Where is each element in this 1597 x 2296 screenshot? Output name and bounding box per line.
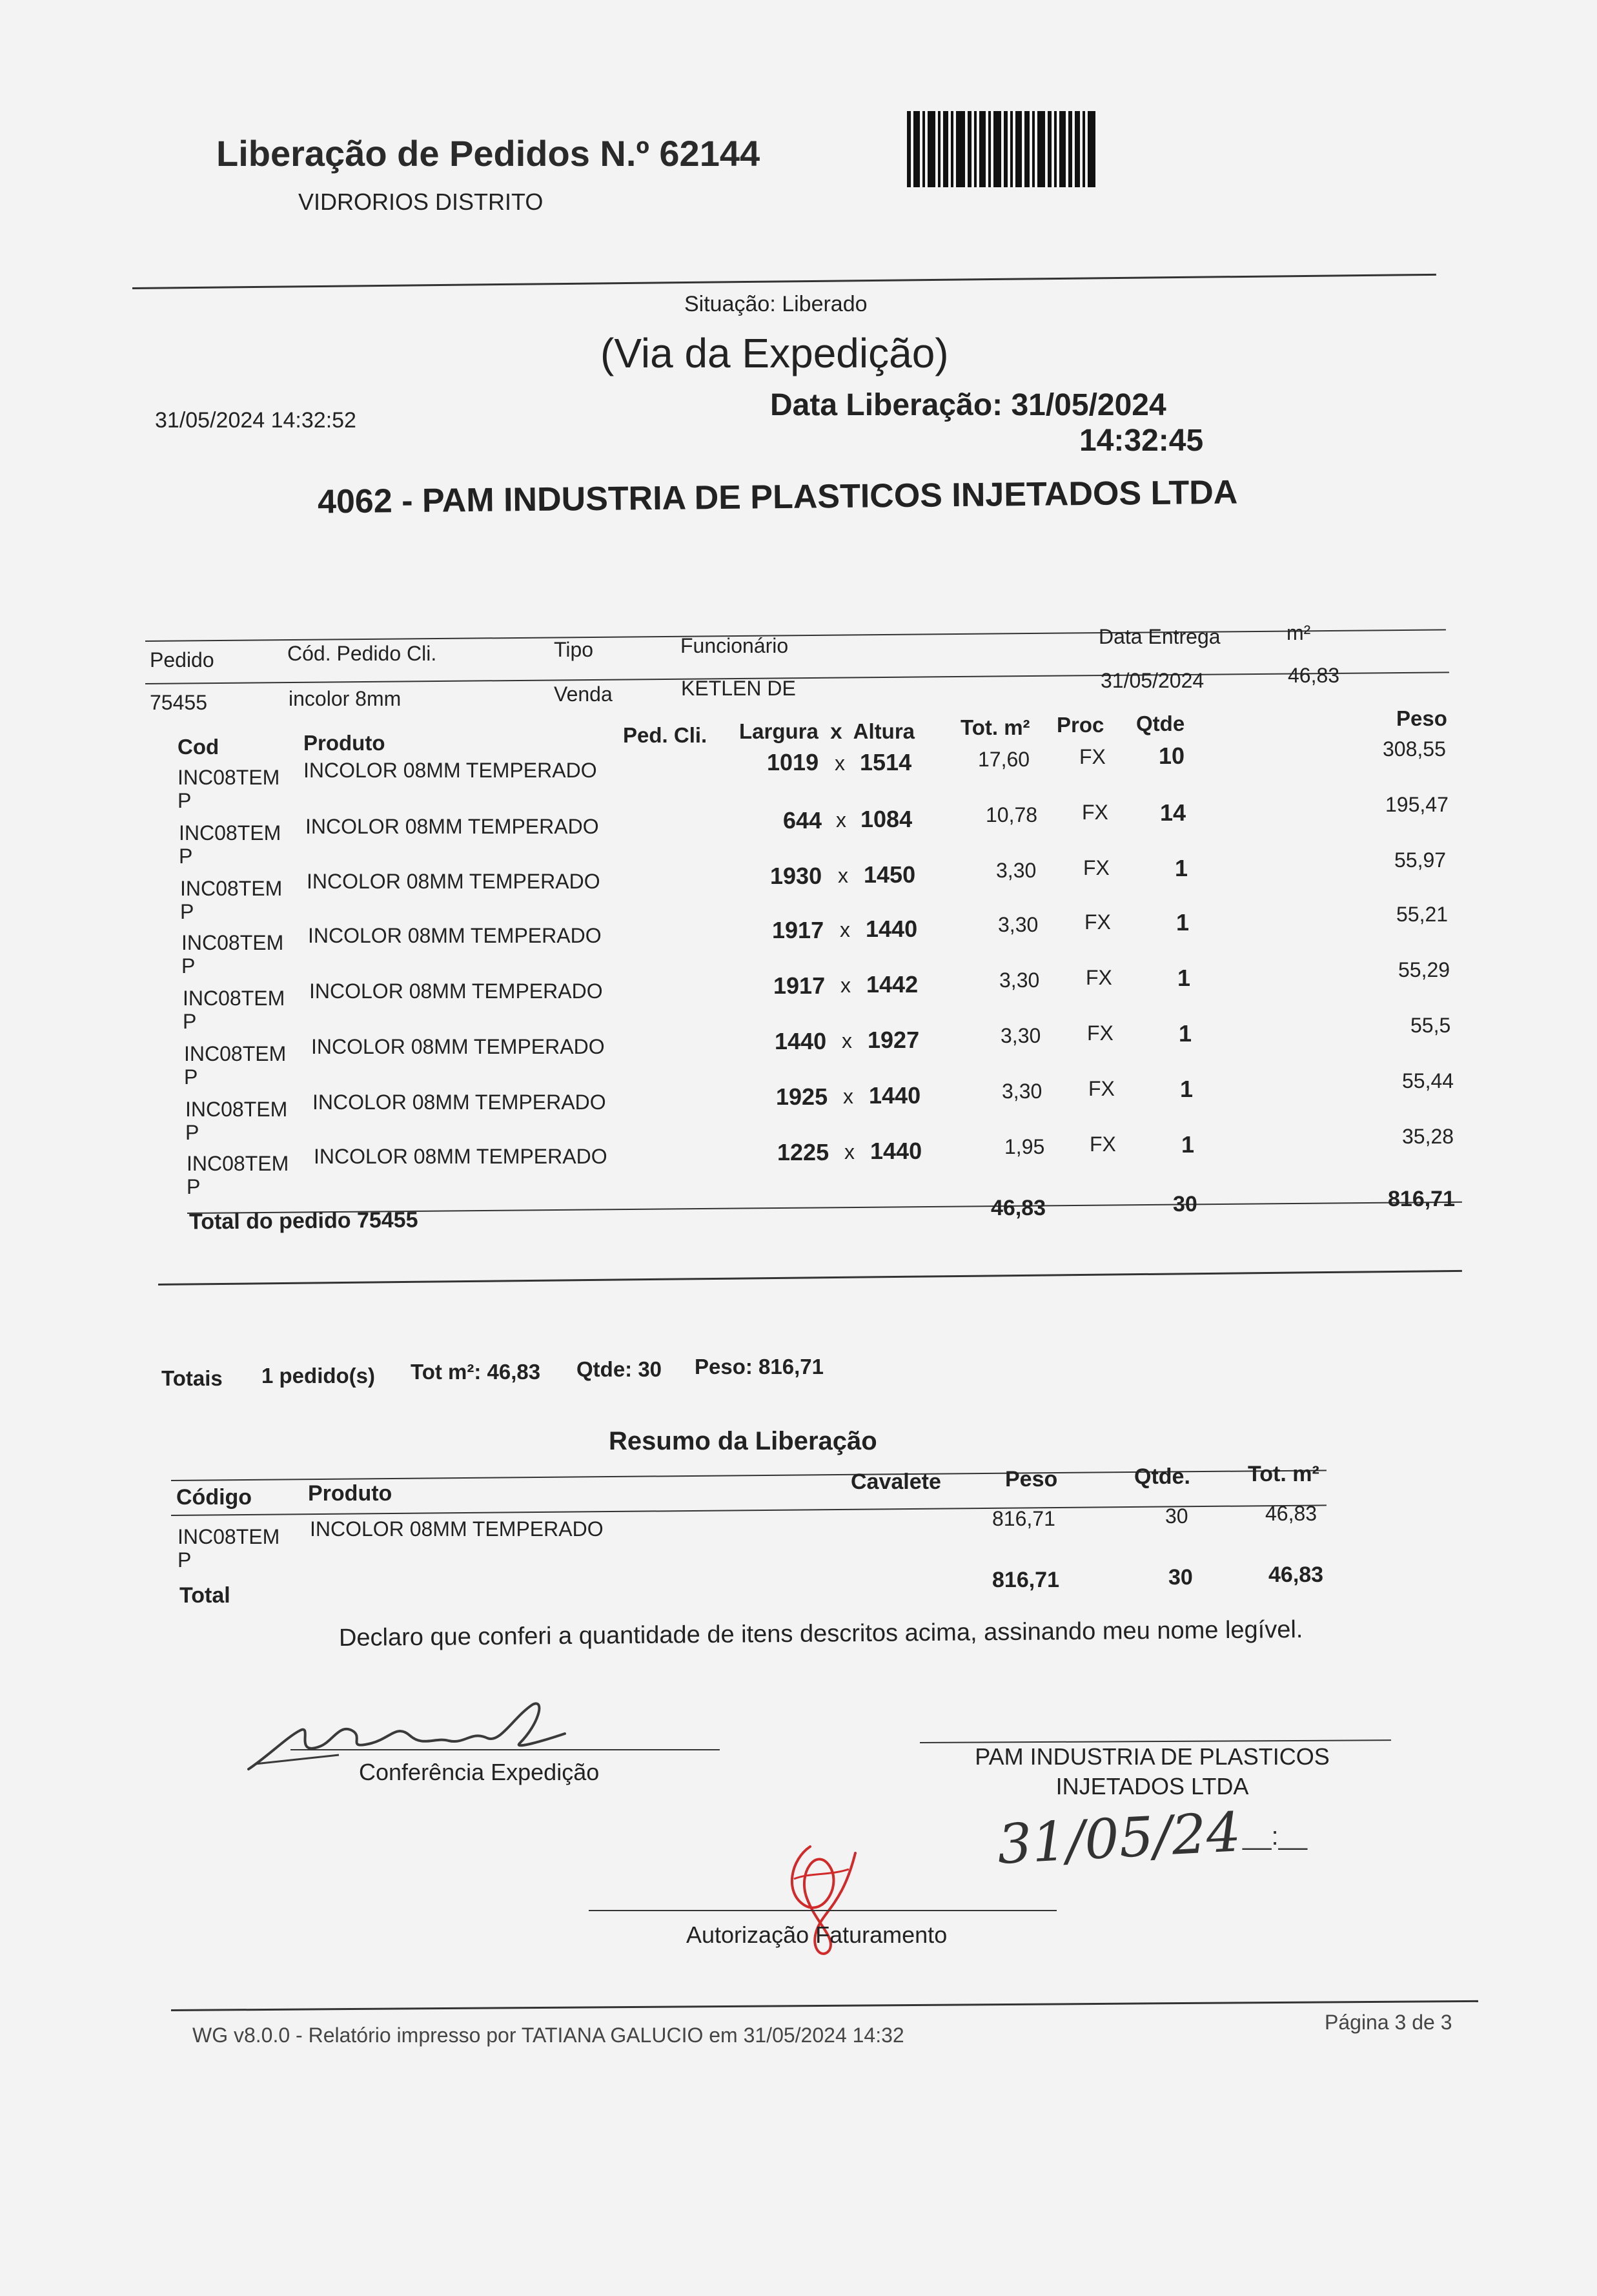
item-peso: 55,21 [1396,903,1449,926]
resumo-qtde: 30 [1165,1504,1188,1528]
col-cod-pedido-cli: Cód. Pedido Cli. [287,642,437,665]
item-qtde: 1 [1176,909,1190,936]
items-col-cod: Cod [178,735,219,759]
totais-pedidos: 1 pedido(s) [261,1364,376,1388]
conferencia-label: Conferência Expedição [359,1759,600,1785]
resumo-title: Resumo da Liberação [609,1427,877,1455]
item-altura: 1440 [870,1138,922,1164]
item-peso: 55,29 [1398,958,1450,981]
document-title: Liberação de Pedidos N.º 62144 [216,133,760,174]
item-qtde: 14 [1160,799,1186,826]
order-section-divider [158,1270,1462,1286]
items-col-proc: Proc [1057,713,1104,737]
resumo-col-peso: Peso [1005,1467,1058,1491]
item-qtde: 10 [1159,743,1185,769]
item-largura: 1019 [767,749,819,775]
footer-printed-by: WG v8.0.0 - Relatório impresso por TATIANA GALUCIO em 31/05/2024 14:32 [192,2024,904,2047]
cod-pedido-cli-value: incolor 8mm [289,687,402,710]
item-qtde: 1 [1180,1076,1194,1102]
item-qtde: 1 [1177,965,1191,991]
resumo-codigo: INC08TEM [178,1525,280,1548]
item-tot-m2: 17,60 [978,748,1030,771]
item-produto: INCOLOR 08MM TEMPERADO [307,870,600,893]
item-largura: 1917 [773,972,826,999]
handwritten-date: 31/05/24 [995,1800,1243,1876]
item-times: x [844,1140,855,1163]
resumo-total-qtde: 30 [1168,1565,1193,1590]
item-altura: 1442 [866,971,919,998]
item-largura: 1440 [775,1028,827,1054]
item-tot-m2: 3,30 [1002,1080,1043,1103]
item-proc: FX [1086,966,1112,989]
item-times: x [835,752,845,775]
pedido-value: 75455 [150,691,207,714]
autorizacao-signature-line [589,1910,1057,1911]
item-largura: 1917 [772,917,824,943]
col-pedido: Pedido [150,648,214,671]
item-tot-m2: 1,95 [1004,1135,1045,1158]
item-cod: INC08TEM [185,1098,288,1121]
company-subtitle: VIDRORIOS DISTRITO [298,189,544,215]
print-datetime: 31/05/2024 14:32:52 [155,408,356,433]
item-cod: INC08TEM [184,1042,287,1065]
order-header-bottom-line [145,671,1449,684]
item-produto: INCOLOR 08MM TEMPERADO [312,1091,606,1114]
resumo-col-qtde: Qtde. [1134,1464,1190,1489]
item-tot-m2: 3,30 [1001,1024,1041,1047]
item-peso: 55,5 [1410,1014,1451,1037]
item-largura: 644 [783,807,822,834]
company-name-line2: INJETADOS LTDA [1055,1773,1249,1799]
item-cod: INC08TEM [178,766,280,789]
item-proc: FX [1079,745,1106,768]
item-cod-suffix: P [181,954,196,978]
via-label: (Via da Expedição) [600,330,949,376]
item-produto: INCOLOR 08MM TEMPERADO [309,979,603,1003]
item-cod: INC08TEM [183,987,285,1010]
item-cod: INC08TEM [180,877,283,900]
items-col-qtde: Qtde [1136,712,1185,735]
item-altura: 1450 [864,861,916,888]
item-peso: 55,44 [1402,1069,1454,1092]
item-cod-suffix: P [179,845,193,868]
resumo-col-produto: Produto [308,1481,392,1506]
order-total-qtde: 30 [1173,1192,1197,1216]
item-qtde: 1 [1179,1020,1192,1047]
item-tot-m2: 3,30 [999,969,1040,992]
item-times: x [838,864,848,887]
item-peso: 55,97 [1394,848,1447,872]
item-tot-m2: 3,30 [996,859,1037,882]
item-cod-suffix: P [178,789,192,812]
item-cod-suffix: P [184,1065,198,1089]
item-cod-suffix: P [185,1121,199,1144]
item-proc: FX [1083,856,1110,879]
item-produto: INCOLOR 08MM TEMPERADO [305,815,599,838]
order-total-m2: 46,83 [991,1196,1046,1220]
resumo-header-line [171,1504,1327,1516]
item-largura: 1930 [770,863,822,889]
item-proc: FX [1082,801,1108,824]
item-peso: 35,28 [1402,1125,1454,1148]
item-tot-m2: 10,78 [986,803,1038,826]
resumo-peso: 816,71 [992,1507,1055,1530]
item-produto: INCOLOR 08MM TEMPERADO [311,1035,605,1058]
item-peso: 195,47 [1385,793,1449,816]
autorizacao-label: Autorização Faturamento [686,1922,948,1948]
conferencia-signature-line [290,1749,720,1750]
resumo-total-tot-m2: 46,83 [1268,1563,1324,1587]
item-proc: FX [1087,1021,1114,1045]
item-qtde: 1 [1181,1131,1195,1158]
item-cod-suffix: P [187,1175,201,1198]
funcionario-value: KETLEN DE [681,677,796,700]
item-times: x [842,1029,852,1052]
items-col-peso: Peso [1396,706,1447,730]
item-times: x [840,918,850,941]
item-produto: INCOLOR 08MM TEMPERADO [303,759,597,782]
item-cod: INC08TEM [181,931,284,954]
order-header-top-line [145,629,1446,642]
col-tipo: Tipo [554,638,594,661]
item-largura: 1225 [777,1139,829,1165]
col-m2: m² [1287,621,1311,644]
col-funcionario: Funcionário [680,634,789,657]
data-liberacao-time: 14:32:45 [1079,424,1204,458]
totais-qtde: Qtde: 30 [576,1357,662,1381]
items-col-produto: Produto [303,731,385,755]
item-produto: INCOLOR 08MM TEMPERADO [308,924,602,947]
data-liberacao: Data Liberação: 31/05/2024 [770,388,1166,422]
footer-divider [171,2000,1478,2011]
item-cod: INC08TEM [187,1152,289,1175]
header-divider [132,274,1436,289]
resumo-col-tot-m2: Tot. m² [1248,1462,1319,1486]
item-proc: FX [1090,1133,1116,1156]
items-col-largura-altura: Largura x Altura [739,719,915,743]
client-name: 4062 - PAM INDUSTRIA DE PLASTICOS INJETADOS LTDA [317,473,1238,521]
resumo-tot-m2: 46,83 [1265,1502,1317,1525]
totais-label: Totais [161,1366,223,1390]
item-times: x [840,974,851,997]
declaration-text: Declaro que conferi a quantidade de itens descritos acima, assinando meu nome legível. [338,1615,1303,1652]
item-qtde: 1 [1175,855,1188,881]
item-altura: 1927 [868,1027,920,1053]
item-cod-suffix: P [180,900,194,923]
item-cod: INC08TEM [179,821,281,845]
item-produto: INCOLOR 08MM TEMPERADO [314,1145,607,1168]
item-tot-m2: 3,30 [998,913,1039,936]
order-total-label: Total do pedido 75455 [188,1207,418,1235]
item-largura: 1925 [776,1083,828,1110]
situacao-label: Situação: Liberado [684,292,868,316]
item-altura: 1084 [860,806,913,832]
item-peso: 308,55 [1383,737,1446,761]
resumo-total-peso: 816,71 [992,1568,1059,1592]
resumo-col-cavalete: Cavalete [851,1470,941,1494]
data-entrega-value: 31/05/2024 [1101,669,1205,692]
time-placeholder: __:__ [1243,1822,1308,1850]
company-name-line1: PAM INDUSTRIA DE PLASTICOS [975,1743,1330,1770]
item-cod-suffix: P [183,1010,197,1033]
order-total-peso: 816,71 [1388,1187,1455,1211]
tipo-value: Venda [554,682,613,706]
footer-page-number: Página 3 de 3 [1325,2011,1452,2034]
col-data-entrega: Data Entrega [1099,625,1221,648]
item-proc: FX [1088,1077,1115,1100]
item-altura: 1440 [869,1082,921,1109]
item-proc: FX [1084,910,1111,934]
resumo-produto: INCOLOR 08MM TEMPERADO [310,1517,604,1541]
items-col-tot-m2: Tot. m² [961,715,1030,739]
item-times: x [843,1085,853,1108]
items-col-ped-cli: Ped. Cli. [623,723,707,747]
resumo-total-label: Total [179,1583,230,1608]
barcode-image [907,111,1133,187]
resumo-codigo-suffix: P [178,1548,192,1572]
item-altura: 1514 [860,749,912,775]
totais-m2: Tot m²: 46,83 [411,1360,541,1384]
totais-peso: Peso: 816,71 [695,1355,824,1379]
item-altura: 1440 [866,916,918,942]
item-times: x [836,808,846,832]
m2-value: 46,83 [1288,664,1340,687]
resumo-col-codigo: Código [176,1485,252,1510]
